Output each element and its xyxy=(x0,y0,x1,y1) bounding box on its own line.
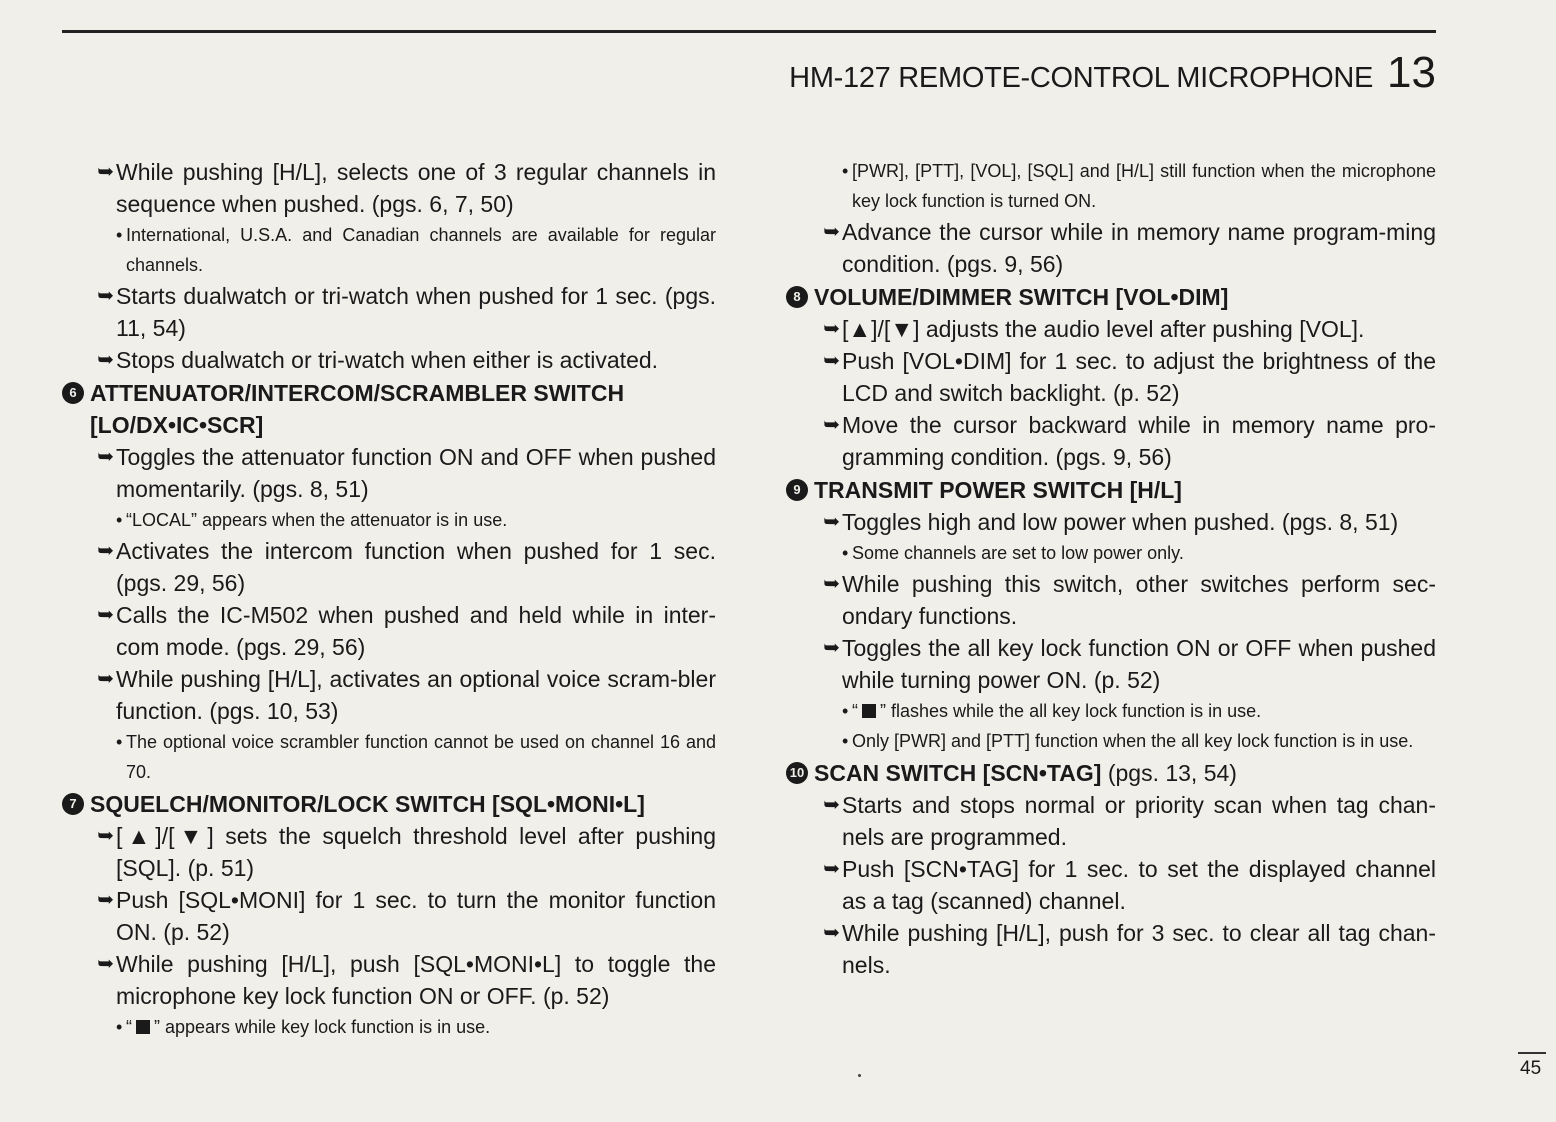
footer-rule xyxy=(1518,1052,1546,1054)
arrow-icon: ➥ xyxy=(97,889,114,911)
note-text: [PWR], [PTT], [VOL], [SQL] and [H/L] still function when the microphone key lock function is turned ON. xyxy=(852,161,1436,211)
list-item xyxy=(786,632,1436,696)
arrow-icon: ➥ xyxy=(823,637,840,659)
section-heading-10 xyxy=(786,757,1436,789)
note xyxy=(786,156,1436,216)
number-badge-icon: 9 xyxy=(786,479,808,501)
note-text xyxy=(126,1012,716,1042)
arrow-icon: ➥ xyxy=(823,794,840,816)
list-item xyxy=(62,535,716,599)
section-heading-6 xyxy=(62,377,716,441)
bullet-icon: • xyxy=(842,161,849,181)
list-item xyxy=(786,917,1436,981)
note-text xyxy=(852,696,1436,726)
note-text: International, U.S.A. and Canadian channels are available for regular channels. xyxy=(126,225,716,275)
section-title: ATTENUATOR/INTERCOM/SCRAMBLER SWITCH [LO/DX•IC•SCR] xyxy=(90,380,625,438)
arrow-icon: ➥ xyxy=(823,922,840,944)
item-text: Calls the IC-M502 when pushed and held while in inter-com mode. (pgs. 29, 56) xyxy=(116,602,716,660)
list-item xyxy=(786,568,1436,632)
arrow-icon: ➥ xyxy=(97,825,114,847)
note xyxy=(786,726,1436,756)
item-text: Advance the cursor while in memory name program-ming condition. (pgs. 9, 56) xyxy=(842,219,1436,277)
item-text: While pushing [H/L], push for 3 sec. to clear all tag chan-nels. xyxy=(842,920,1436,978)
arrow-icon: ➥ xyxy=(97,161,114,183)
note xyxy=(62,505,716,535)
left-column xyxy=(62,156,716,1042)
item-text: Starts dualwatch or tri-watch when pushed for 1 sec. (pgs. 11, 54) xyxy=(116,283,716,341)
list-item xyxy=(786,345,1436,409)
arrow-icon: ➥ xyxy=(823,511,840,533)
section-title-main: SCAN SWITCH [SCN•TAG] xyxy=(814,760,1102,786)
list-item xyxy=(786,789,1436,853)
arrow-icon: ➥ xyxy=(97,349,114,371)
page-number: 45 xyxy=(1520,1058,1542,1079)
quote-open: “ xyxy=(852,701,858,721)
note-text-rest: ” flashes while the all key lock function is in use. xyxy=(880,701,1262,721)
arrow-icon: ➥ xyxy=(97,540,114,562)
page-header xyxy=(789,48,1436,98)
item-text: Toggles high and low power when pushed. (pgs. 8, 51) xyxy=(842,509,1399,535)
key-lock-icon xyxy=(136,1020,150,1034)
bullet-icon: • xyxy=(842,731,849,751)
arrow-icon: ➥ xyxy=(97,668,114,690)
item-text: [▲]/[▼] sets the squelch threshold level after pushing [SQL]. (p. 51) xyxy=(116,823,716,881)
item-text: While pushing [H/L], selects one of 3 regular channels in sequence when pushed. (pgs. 6, 7, 50) xyxy=(116,159,716,217)
arrow-icon: ➥ xyxy=(823,414,840,436)
item-text: While pushing [H/L], activates an optional voice scram-bler function. (pgs. 10, 53) xyxy=(116,666,716,724)
item-text: Toggles the attenuator function ON and OFF when pushed momentarily. (pgs. 8, 51) xyxy=(116,444,716,502)
list-item xyxy=(62,820,716,884)
list-item xyxy=(62,280,716,344)
item-text: Push [SQL•MONI] for 1 sec. to turn the monitor function ON. (p. 52) xyxy=(116,887,716,945)
section-heading-7 xyxy=(62,788,716,820)
item-text: Starts and stops normal or priority scan when tag chan-nels are programmed. xyxy=(842,792,1436,850)
arrow-icon: ➥ xyxy=(823,318,840,340)
note xyxy=(62,1012,716,1042)
list-item xyxy=(62,884,716,948)
item-text: While pushing this switch, other switches perform sec-ondary functions. xyxy=(842,571,1436,629)
number-badge-icon: 10 xyxy=(786,762,808,784)
bullet-icon: • xyxy=(116,510,123,530)
arrow-icon: ➥ xyxy=(97,446,114,468)
list-item xyxy=(62,441,716,505)
key-lock-icon xyxy=(862,704,876,718)
item-text: [▲]/[▼] adjusts the audio level after pushing [VOL]. xyxy=(842,316,1365,342)
note xyxy=(62,727,716,787)
item-text: Move the cursor backward while in memory name pro-gramming condition. (pgs. 9, 56) xyxy=(842,412,1436,470)
note xyxy=(62,220,716,280)
note-text: “LOCAL” appears when the attenuator is in use. xyxy=(126,510,508,530)
list-item xyxy=(786,216,1436,280)
section-heading-8 xyxy=(786,281,1436,313)
bullet-icon: • xyxy=(116,225,123,245)
bullet-icon: • xyxy=(842,543,849,563)
item-text: Push [VOL•DIM] for 1 sec. to adjust the brightness of the LCD and switch backlight. (p. 52) xyxy=(842,348,1436,406)
list-item xyxy=(62,948,716,1012)
quote-open: “ xyxy=(126,1017,132,1037)
list-item xyxy=(786,409,1436,473)
arrow-icon: ➥ xyxy=(97,285,114,307)
section-title-pages: (pgs. 13, 54) xyxy=(1101,760,1237,786)
bullet-icon: • xyxy=(116,732,123,752)
list-item xyxy=(62,599,716,663)
list-item xyxy=(62,344,716,376)
item-text: Activates the intercom function when pushed for 1 sec. (pgs. 29, 56) xyxy=(116,538,716,596)
section-title: TRANSMIT POWER SWITCH [H/L] xyxy=(814,477,1182,503)
chapter-number: 13 xyxy=(1387,48,1436,97)
note-text-rest: ” appears while key lock function is in use. xyxy=(154,1017,491,1037)
list-item xyxy=(786,313,1436,345)
section-title: SQUELCH/MONITOR/LOCK SWITCH [SQL•MONI•L] xyxy=(90,791,645,817)
list-item xyxy=(62,156,716,220)
number-badge-icon: 8 xyxy=(786,286,808,308)
arrow-icon: ➥ xyxy=(97,604,114,626)
print-speck xyxy=(858,1074,861,1077)
header-title: HM-127 REMOTE-CONTROL MICROPHONE xyxy=(789,62,1374,94)
note-text: Only [PWR] and [PTT] function when the all key lock function is in use. xyxy=(852,731,1414,751)
note xyxy=(786,538,1436,568)
arrow-icon: ➥ xyxy=(823,350,840,372)
arrow-icon: ➥ xyxy=(823,573,840,595)
note xyxy=(786,696,1436,726)
arrow-icon: ➥ xyxy=(823,221,840,243)
bullet-icon: • xyxy=(842,701,849,721)
arrow-icon: ➥ xyxy=(97,953,114,975)
right-column xyxy=(786,156,1436,981)
section-title: VOLUME/DIMMER SWITCH [VOL•DIM] xyxy=(814,284,1229,310)
number-badge-icon: 7 xyxy=(62,793,84,815)
arrow-icon: ➥ xyxy=(823,858,840,880)
number-badge-icon: 6 xyxy=(62,382,84,404)
section-heading-9 xyxy=(786,474,1436,506)
item-text: Push [SCN•TAG] for 1 sec. to set the displayed channel as a tag (scanned) channel. xyxy=(842,856,1436,914)
item-text: Stops dualwatch or tri-watch when either is activated. xyxy=(116,347,659,373)
item-text: While pushing [H/L], push [SQL•MONI•L] to toggle the microphone key lock function ON or OFF. (p. 52) xyxy=(116,951,716,1009)
bullet-icon: • xyxy=(116,1017,123,1037)
item-text: Toggles the all key lock function ON or OFF when pushed while turning power ON. (p. 52) xyxy=(842,635,1436,693)
list-item xyxy=(786,853,1436,917)
note-text: The optional voice scrambler function cannot be used on channel 16 and 70. xyxy=(126,732,716,782)
section-title xyxy=(814,757,1436,789)
list-item xyxy=(62,663,716,727)
list-item xyxy=(786,506,1436,538)
note-text: Some channels are set to low power only. xyxy=(852,543,1184,563)
top-rule xyxy=(62,30,1436,33)
